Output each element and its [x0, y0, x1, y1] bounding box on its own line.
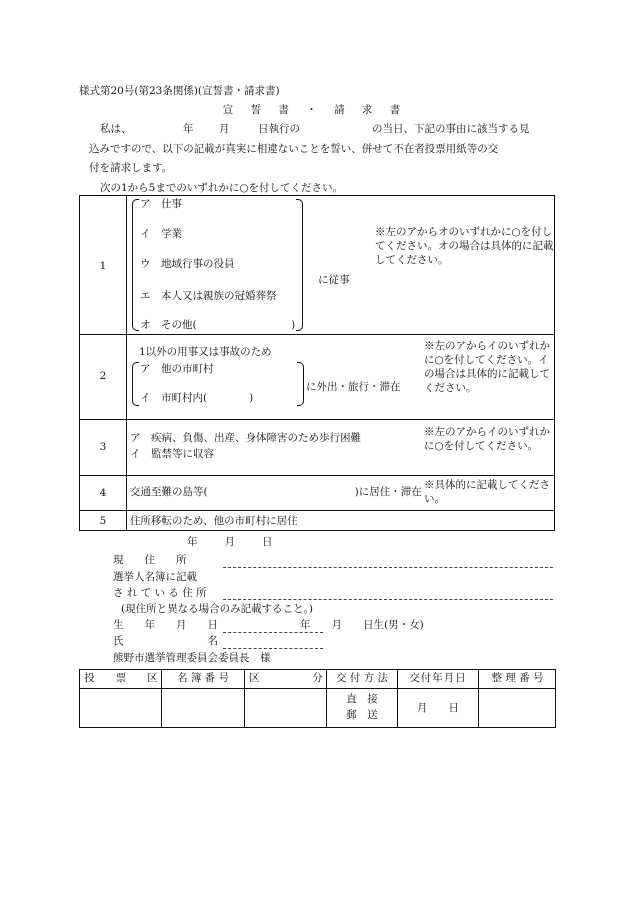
- intro-line-1-rest: の当日、下記の事由に該当する見: [372, 123, 530, 135]
- birth-date-field-line[interactable]: [223, 632, 323, 633]
- header-reference-number: 整 理 番 号: [491, 672, 544, 684]
- name-field-line[interactable]: [223, 648, 323, 649]
- reason-1-bracket-right: [296, 199, 303, 331]
- reason-2-bracket-left: [132, 362, 139, 406]
- intro-year-label: 年: [183, 123, 194, 135]
- birth-date-value: 年 月 日生(男・女): [300, 619, 424, 631]
- reason-3-number: 3: [99, 441, 107, 453]
- intro-day-label: 日執行の: [258, 123, 300, 135]
- header-category: 区 分: [249, 672, 323, 684]
- register-address-label-2: さ れ て い る 住 所: [113, 587, 207, 599]
- intro-line-2: 込みですので、以下の記載が真実に相違ないことを誓い、併せて不在者投票用紙等の交: [89, 143, 499, 155]
- header-delivery-date: 交付年月日: [409, 672, 467, 684]
- reason-1-note: ※左のアからオのいずれかに○を付してください。オの場合は具体的に記載してください。: [375, 226, 554, 266]
- reason-5-text: 住所移転のため、他の市町村に居住: [130, 515, 298, 527]
- application-date: 年 月 日: [187, 536, 275, 548]
- reason-1-item-c: ウ 地域行事の役員: [140, 258, 235, 270]
- office-header-divider: [79, 688, 556, 689]
- row-divider-2: [79, 419, 554, 420]
- reason-2-item-a: ア 他の市町村: [140, 363, 214, 375]
- address-label: 現 住 所: [113, 554, 187, 566]
- reason-3-item-b: イ 監禁等に収容: [130, 448, 214, 460]
- reason-1-bracket-left: [132, 199, 139, 331]
- row-divider-4: [79, 510, 554, 511]
- reason-1-item-b: イ 学業: [140, 228, 182, 240]
- reason-2-item-b: イ 市町村内( ): [140, 392, 254, 404]
- office-col-divider-2: [244, 669, 245, 728]
- reason-3-note: ※左のアからイのいずれかに○を付してください。: [424, 426, 550, 452]
- row-divider-3: [79, 475, 554, 476]
- reason-1-suffix: に従事: [318, 274, 350, 286]
- header-delivery-method: 交 付 方 法: [335, 672, 388, 684]
- reason-4-note: ※具体的に記載してください。: [424, 479, 550, 505]
- reason-1-item-e: オ その他( ): [140, 319, 296, 331]
- reason-1-number: 1: [99, 260, 107, 272]
- reason-5-number: 5: [99, 515, 107, 527]
- row-divider-1: [79, 334, 554, 335]
- instruction-text: 次の1から5までのいずれかに○を付してください。: [100, 182, 344, 194]
- reason-2-note: ※左のアからイのいずれかに○を付してください。イの場合は具体的に記載してください。: [424, 340, 550, 394]
- header-precinct: 投 票 区: [84, 672, 158, 684]
- reason-1-item-a: ア 仕事: [140, 198, 182, 210]
- register-address-field-line[interactable]: [223, 599, 553, 600]
- reason-2-lead: 1以外の用事又は事故のため: [139, 346, 272, 358]
- register-address-note: (現住所と異なる場合のみ記載すること。): [121, 603, 313, 615]
- reason-2-bracket-right: [297, 362, 304, 406]
- office-col-divider-3: [326, 669, 327, 728]
- document-title: 宣 誓 書 ・ 請 求 書: [222, 104, 408, 116]
- reason-4-text: 交通至難の島等( )に居住・滞在: [130, 486, 422, 498]
- name-label: 氏 名: [113, 635, 218, 647]
- reason-2-suffix: に外出・旅行・滞在: [306, 381, 401, 393]
- header-register-number: 名 簿 番 号: [176, 672, 229, 684]
- method-mail: 郵 送: [346, 709, 378, 721]
- form-number: 様式第20号(第23条関係)(宣誓書・請求書): [79, 85, 280, 97]
- method-direct: 直 接: [346, 693, 378, 705]
- reason-1-item-d: エ 本人又は親族の冠婚葬祭: [140, 290, 277, 302]
- reason-3-item-a: ア 疾病、負傷、出産、身体障害のため歩行困難: [130, 432, 361, 444]
- office-col-divider-5: [478, 669, 479, 728]
- intro-subject: 私は、: [100, 123, 132, 135]
- address-field-line[interactable]: [223, 567, 553, 568]
- office-col-divider-4: [397, 669, 398, 728]
- table-num-divider: [126, 195, 127, 531]
- intro-line-1: [100, 124, 132, 135]
- reason-4-number: 4: [99, 487, 107, 499]
- delivery-date-value: 月 日: [417, 702, 459, 714]
- reason-2-number: 2: [99, 370, 107, 382]
- birth-date-label: 生 年 月 日: [113, 619, 218, 631]
- addressee: 熊野市選挙管理委員会委員長 様: [113, 652, 271, 664]
- register-address-label-1: 選挙人名簿に記載: [113, 571, 197, 583]
- intro-month-label: 月: [219, 123, 230, 135]
- office-col-divider-1: [161, 669, 162, 728]
- intro-line-3: 付を請求します。: [89, 162, 173, 174]
